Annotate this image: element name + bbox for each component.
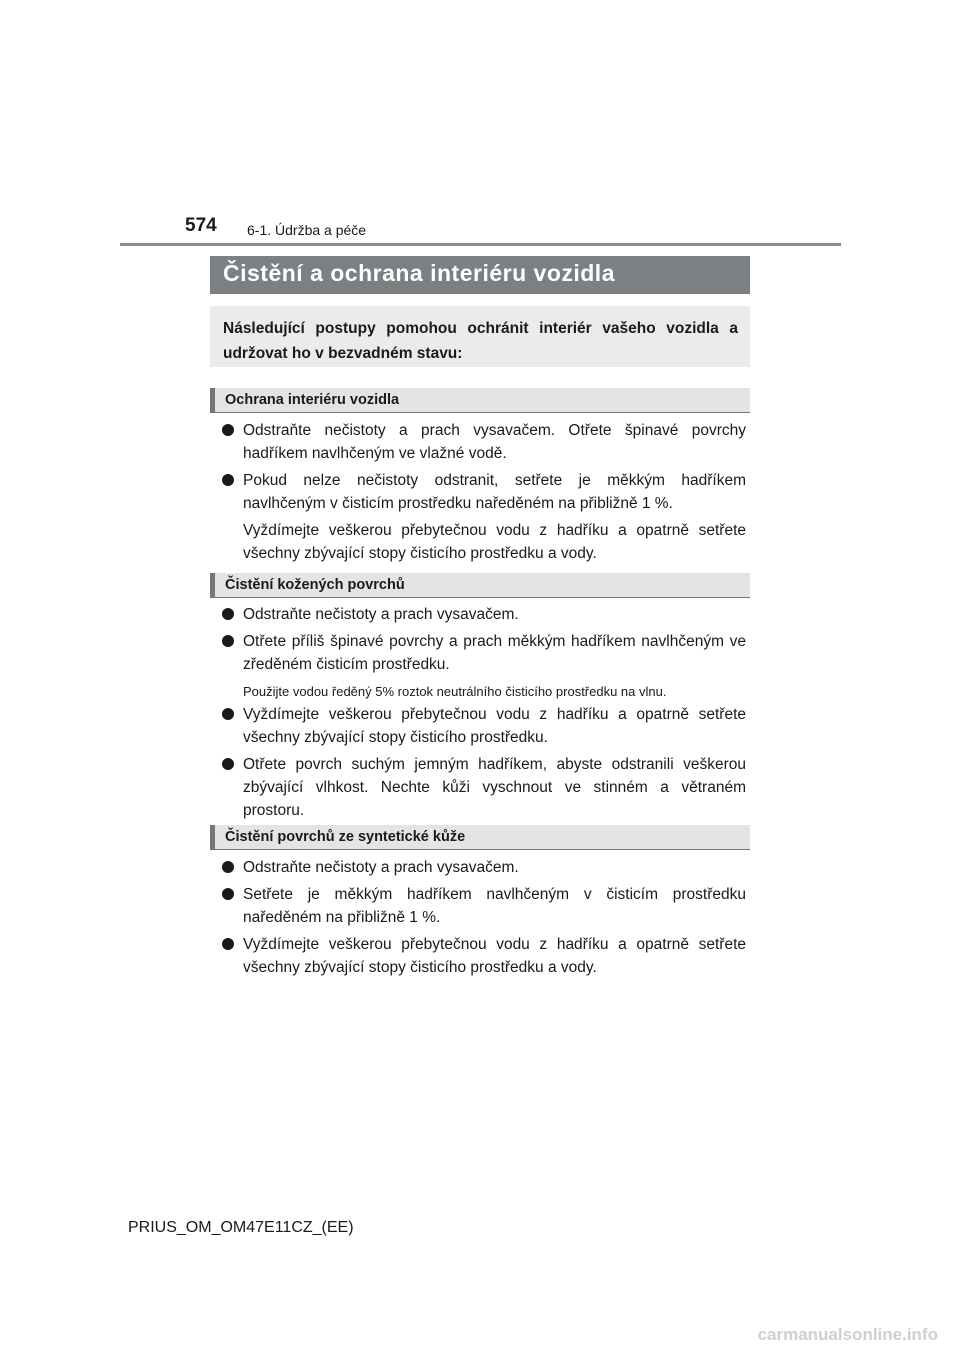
list-item-text: Setřete je měkkým hadříkem navlhčeným v čisticím prostředku naředěném na přibližně 1 %. [243, 886, 746, 926]
list-item-text: Otřete příliš špinavé povrchy a prach měkkým hadříkem navlhčeným ve zředěném čisticím prostředku. [243, 633, 746, 673]
bullet-icon [222, 938, 234, 950]
list-item [222, 469, 746, 515]
list-item [222, 419, 746, 465]
bullet-icon [222, 861, 234, 873]
list-item [222, 883, 746, 929]
list-item [222, 703, 746, 749]
bullet-icon [222, 635, 234, 647]
section-heading-leather: Čistění kožených povrchů [210, 573, 750, 598]
watermark: carmanualsonline.info [757, 1325, 938, 1344]
list-item-text: Odstraňte nečistoty a prach vysavačem. [243, 859, 519, 876]
bullet-icon [222, 758, 234, 770]
interior-protection-list [222, 419, 746, 565]
list-item [222, 630, 746, 676]
bullet-icon [222, 708, 234, 720]
list-item [222, 933, 746, 979]
section-heading-interior-protection: Ochrana interiéru vozidla [210, 388, 750, 413]
document-code: PRIUS_OM_OM47E11CZ_(EE) [128, 1219, 354, 1236]
section-path: 6-1. Údržba a péče [247, 222, 367, 238]
page-title: Čistění a ochrana interiéru vozidla [210, 256, 750, 294]
bullet-icon [222, 424, 234, 436]
note: Použijte vodou ředěný 5% roztok neutrálního čisticího prostředku na vlnu. [243, 684, 667, 699]
list-item [222, 856, 746, 879]
bullet-icon [222, 608, 234, 620]
list-item [222, 753, 746, 822]
leather-cleaning-list [222, 603, 746, 822]
synthetic-leather-list [222, 856, 746, 979]
page-number: 574 [185, 215, 217, 236]
bullet-icon [222, 888, 234, 900]
list-item-text: Otřete povrch suchým jemným hadříkem, abyste odstranili veškerou zbývající vlhkost. Nechte kůži vyschnout ve stinném a větraném prostoru. [243, 756, 746, 819]
section-heading-synthetic-leather: Čistění povrchů ze syntetické kůže [210, 825, 750, 850]
list-item [222, 603, 746, 626]
intro-text: Následující postupy pomohou ochránit interiér vašeho vozidla a udržovat ho v bezvadném stavu: [223, 320, 738, 362]
bullet-icon [222, 474, 234, 486]
list-item-text: Vyždímejte veškerou přebytečnou vodu z hadříku a opatrně setřete všechny zbývající stopy čisticího prostředku a vody. [243, 936, 746, 976]
list-item-text: Pokud nelze nečistoty odstranit, setřete je měkkým hadříkem navlhčeným v čisticím prostředku naředěném na přibližně 1 %. [243, 472, 746, 512]
header-rule [120, 243, 841, 246]
list-item-text: Odstraňte nečistoty a prach vysavačem. Otřete špinavé povrchy hadříkem navlhčeným ve vlažné vodě. [243, 422, 746, 462]
list-item-text: Odstraňte nečistoty a prach vysavačem. [243, 606, 519, 623]
intro-box [210, 306, 750, 367]
list-item-text: Vyždímejte veškerou přebytečnou vodu z hadříku a opatrně setřete všechny zbývající stopy čisticího prostředku. [243, 706, 746, 746]
paragraph: Vyždímejte veškerou přebytečnou vodu z hadříku a opatrně setřete všechny zbývající stopy čisticího prostředku a vody. [243, 522, 746, 562]
